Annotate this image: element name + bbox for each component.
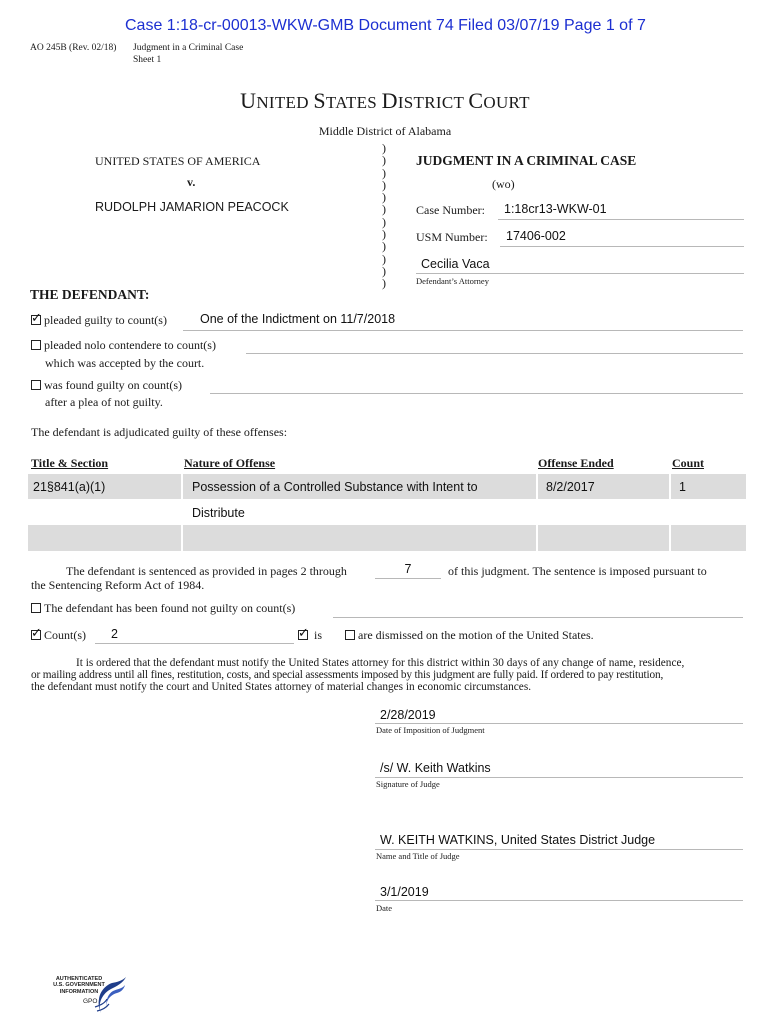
attorney-label: Defendant’s Attorney: [416, 276, 489, 286]
nolo-checkbox[interactable]: [31, 340, 41, 350]
sentencing-text-3: the Sentencing Reform Act of 1984.: [31, 578, 205, 592]
case-number-value: 1:18cr13-WKW-01: [504, 202, 607, 216]
counts-label: Count(s): [44, 628, 86, 642]
not-guilty-line: [333, 617, 743, 618]
counts-checkbox[interactable]: [31, 630, 41, 640]
not-guilty-checkbox[interactable]: [31, 603, 41, 613]
signed-date-line: [375, 900, 743, 901]
case-number-line: [498, 219, 744, 220]
form-sheet: Sheet 1: [133, 55, 162, 65]
th-title-section: Title & Section: [31, 456, 109, 470]
pleaded-guilty-checkbox[interactable]: [31, 315, 41, 325]
form-title: Judgment in a Criminal Case: [133, 43, 244, 53]
row-shade-ended-2: [538, 525, 669, 551]
col-divider-3: [669, 474, 671, 551]
sentencing-text-2: of this judgment. The sentence is imposed pursuant to: [448, 564, 707, 578]
usm-number-value: 17406-002: [506, 229, 566, 243]
attorney-name: Cecilia Vaca: [421, 257, 490, 271]
col-divider-2: [536, 474, 538, 551]
counts-row: [31, 628, 86, 643]
th-count: Count: [672, 456, 705, 470]
offense-nature-line-1: Possession of a Controlled Substance with Intent to: [192, 480, 478, 494]
found-guilty-line: [210, 393, 743, 394]
nolo-label-1: pleaded nolo contendere to count(s): [44, 338, 216, 352]
are-checkbox[interactable]: [345, 630, 355, 640]
sentencing-pages: 7: [404, 562, 412, 576]
usm-number-line: [500, 246, 744, 247]
not-guilty-label: The defendant has been found not guilty on count(s): [44, 601, 296, 615]
imposition-date: 2/28/2019: [380, 708, 436, 722]
signed-date: 3/1/2019: [380, 885, 429, 899]
offense-title-section: 21§841(a)(1): [33, 480, 106, 494]
row-shade-count-2: [671, 525, 746, 551]
case-number-label: Case Number:: [416, 203, 485, 217]
found-guilty-label-2: after a plea of not guilty.: [45, 395, 163, 409]
caption-plaintiff: UNITED STATES OF AMERICA: [95, 154, 261, 168]
nolo-row: [31, 338, 216, 353]
sentencing-text-1: The defendant is sentenced as provided in pages 2 through: [66, 564, 347, 578]
found-guilty-label-1: was found guilty on count(s): [44, 378, 182, 392]
are-row: [345, 628, 594, 643]
judgment-title: JUDGMENT IN A CRIMINAL CASE: [416, 153, 637, 168]
caption-versus: v.: [187, 175, 196, 189]
gpo-eagle-icon: [93, 973, 129, 1015]
offense-nature-line-2: Distribute: [192, 506, 245, 520]
is-label: is: [314, 628, 323, 642]
signature-label: Signature of Judge: [376, 779, 440, 789]
nolo-line: [246, 353, 743, 354]
gpo-logo-acronym: GPO: [83, 998, 98, 1005]
signature-line: [375, 777, 743, 778]
th-nature: Nature of Offense: [184, 456, 276, 470]
order-line-1: It is ordered that the defendant must notify the United States attorney for this district within 30 days of any change of name, residence,: [76, 657, 685, 669]
judge-name-title: W. KEITH WATKINS, United States District Judge: [380, 833, 656, 847]
adjudicated-text: The defendant is adjudicated guilty of these offenses:: [31, 425, 288, 439]
pleaded-guilty-row: [31, 313, 167, 328]
judge-name-label: Name and Title of Judge: [376, 851, 460, 861]
row-shade-nature-2: [183, 525, 536, 551]
caption-parens: ) ) ) ) ) ) ) ) ) ) ) ): [382, 141, 386, 291]
found-guilty-checkbox[interactable]: [31, 380, 41, 390]
judgment-subtitle: (wo): [492, 177, 515, 191]
is-checkbox[interactable]: [298, 630, 308, 640]
offense-ended: 8/2/2017: [546, 480, 595, 494]
counts-line: [95, 643, 294, 644]
row-shade-title-2: [28, 525, 181, 551]
sentencing-pages-line: [375, 578, 441, 579]
attorney-line: [416, 273, 744, 274]
pleaded-guilty-label: pleaded guilty to count(s): [44, 313, 167, 327]
gpo-logo: [43, 973, 133, 1018]
not-guilty-row: [31, 601, 295, 616]
order-line-2: or mailing address until all fines, restitution, costs, and special assessments imposed by this judgment are fully paid. If ordered to pay restitution,: [31, 669, 664, 681]
defendant-heading: THE DEFENDANT:: [30, 287, 150, 302]
court-title: UNITED STATES DISTRICT COURT: [240, 88, 530, 113]
nolo-label-2: which was accepted by the court.: [45, 356, 205, 370]
imposition-label: Date of Imposition of Judgment: [376, 725, 485, 735]
col-divider-1: [181, 474, 183, 551]
form-code: AO 245B (Rev. 02/18): [30, 43, 117, 53]
judge-name-line: [375, 849, 743, 850]
court-district: Middle District of Alabama: [318, 124, 452, 138]
are-label: are dismissed on the motion of the United States.: [358, 628, 594, 642]
is-row: [298, 628, 322, 643]
usm-number-label: USM Number:: [416, 230, 488, 244]
found-guilty-row: [31, 378, 182, 393]
pleaded-guilty-value: One of the Indictment on 11/7/2018: [200, 312, 396, 326]
judge-signature: /s/ W. Keith Watkins: [380, 761, 491, 775]
case-header: Case 1:18-cr-00013-WKW-GMB Document 74 Filed 03/07/19 Page 1 of 7: [125, 17, 646, 34]
gpo-logo-text: AUTHENTICATED U.S. GOVERNMENT INFORMATION: [53, 976, 105, 995]
signed-date-label: Date: [376, 903, 393, 913]
offense-count: 1: [679, 480, 686, 494]
pleaded-guilty-line: [183, 330, 743, 331]
imposition-line: [375, 723, 743, 724]
order-line-3: the defendant must notify the court and United States attorney of material changes in economic circumstances.: [31, 681, 532, 693]
th-ended: Offense Ended: [538, 456, 614, 470]
caption-defendant: RUDOLPH JAMARION PEACOCK: [95, 200, 289, 214]
counts-value: 2: [111, 627, 118, 641]
